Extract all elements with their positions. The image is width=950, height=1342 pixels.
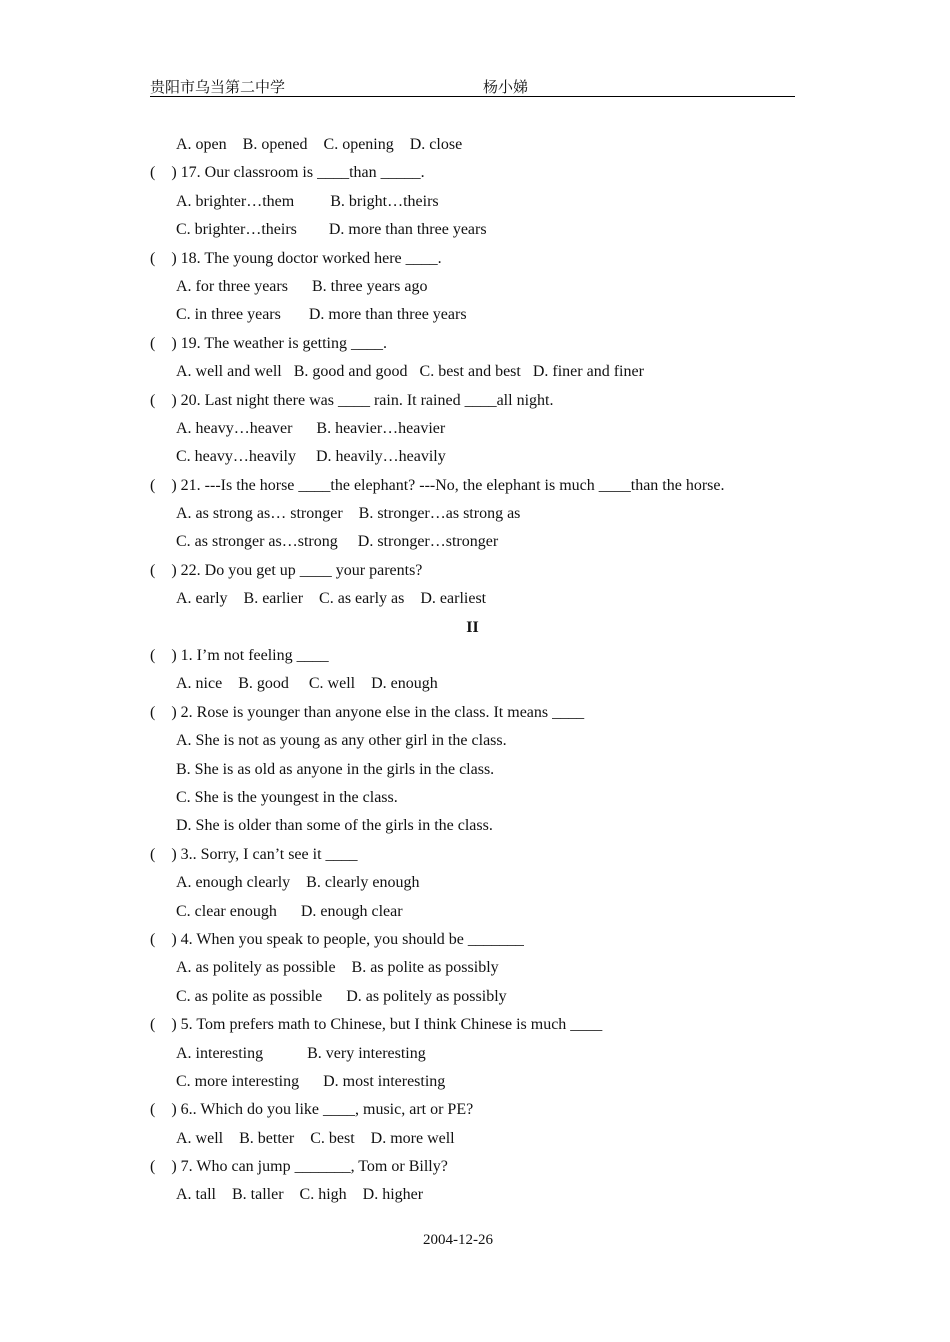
question-line: ( ) 2. Rose is younger than anyone else in the class. It means ____ [150, 703, 585, 721]
option-line: C. in three years D. more than three years [176, 306, 467, 324]
option-line: C. as stronger as…strong D. stronger…stronger [176, 533, 499, 551]
option-line: A. enough clearly B. clearly enough [176, 874, 420, 892]
question-line: ( ) 21. ---Is the horse ____the elephant? ---No, the elephant is much ____than the horse. [150, 476, 725, 494]
question-line: ( ) 5. Tom prefers math to Chinese, but I think Chinese is much ____ [150, 1016, 603, 1034]
question-line: ( ) 1. I’m not feeling ____ [150, 647, 329, 665]
school-name: 贵阳市乌当第二中学 [150, 80, 286, 96]
option-line: A. as politely as possible B. as polite as possibly [176, 959, 499, 977]
option-line: B. She is as old as anyone in the girls in the class. [176, 760, 495, 778]
page-footer-date: 2004-12-26 [423, 1232, 493, 1248]
question-line: ( ) 19. The weather is getting ____. [150, 334, 387, 352]
option-line: A. for three years B. three years ago [176, 277, 428, 295]
question-line: ( ) 22. Do you get up ____ your parents? [150, 561, 423, 579]
question-line: ( ) 4. When you speak to people, you should be _______ [150, 930, 524, 948]
option-line: C. brighter…theirs D. more than three years [176, 221, 487, 239]
option-line: C. She is the youngest in the class. [176, 788, 398, 806]
option-line: A. interesting B. very interesting [176, 1044, 426, 1062]
option-line: A. tall B. taller C. high D. higher [176, 1186, 424, 1204]
option-line: A. open B. opened C. opening D. close [176, 136, 463, 153]
question-line: ( ) 7. Who can jump _______, Tom or Billy? [150, 1158, 448, 1176]
option-line: A. brighter…them B. bright…theirs [176, 192, 439, 210]
question-line: ( ) 18. The young doctor worked here ____. [150, 249, 442, 267]
option-line: A. early B. earlier C. as early as D. earliest [176, 590, 487, 608]
page-header [150, 74, 795, 97]
section-heading: II [466, 618, 479, 636]
option-line: A. She is not as young as any other girl in the class. [176, 732, 507, 750]
option-line: A. as strong as… stronger B. stronger…as strong as [176, 505, 521, 523]
option-line: C. clear enough D. enough clear [176, 902, 403, 920]
option-line: A. well B. better C. best D. more well [176, 1129, 455, 1147]
option-line: A. nice B. good C. well D. enough [176, 675, 438, 693]
question-line: ( ) 20. Last night there was ____ rain. It rained ____all night. [150, 391, 554, 409]
option-line: C. as polite as possible D. as politely as possibly [176, 987, 507, 1005]
question-line: ( ) 3.. Sorry, I can’t see it ____ [150, 845, 358, 863]
option-line: C. more interesting D. most interesting [176, 1072, 446, 1090]
option-line: A. heavy…heaver B. heavier…heavier [176, 419, 446, 437]
author-name: 杨小娣 [483, 80, 529, 96]
option-line: C. heavy…heavily D. heavily…heavily [176, 448, 446, 466]
option-line: D. She is older than some of the girls in the class. [176, 817, 493, 835]
question-line: ( ) 6.. Which do you like ____, music, art or PE? [150, 1101, 474, 1119]
worksheet-body [150, 131, 810, 1210]
option-line: A. well and well B. good and good C. best and best D. finer and finer [176, 363, 644, 381]
question-line: ( ) 17. Our classroom is ____than _____. [150, 164, 425, 182]
